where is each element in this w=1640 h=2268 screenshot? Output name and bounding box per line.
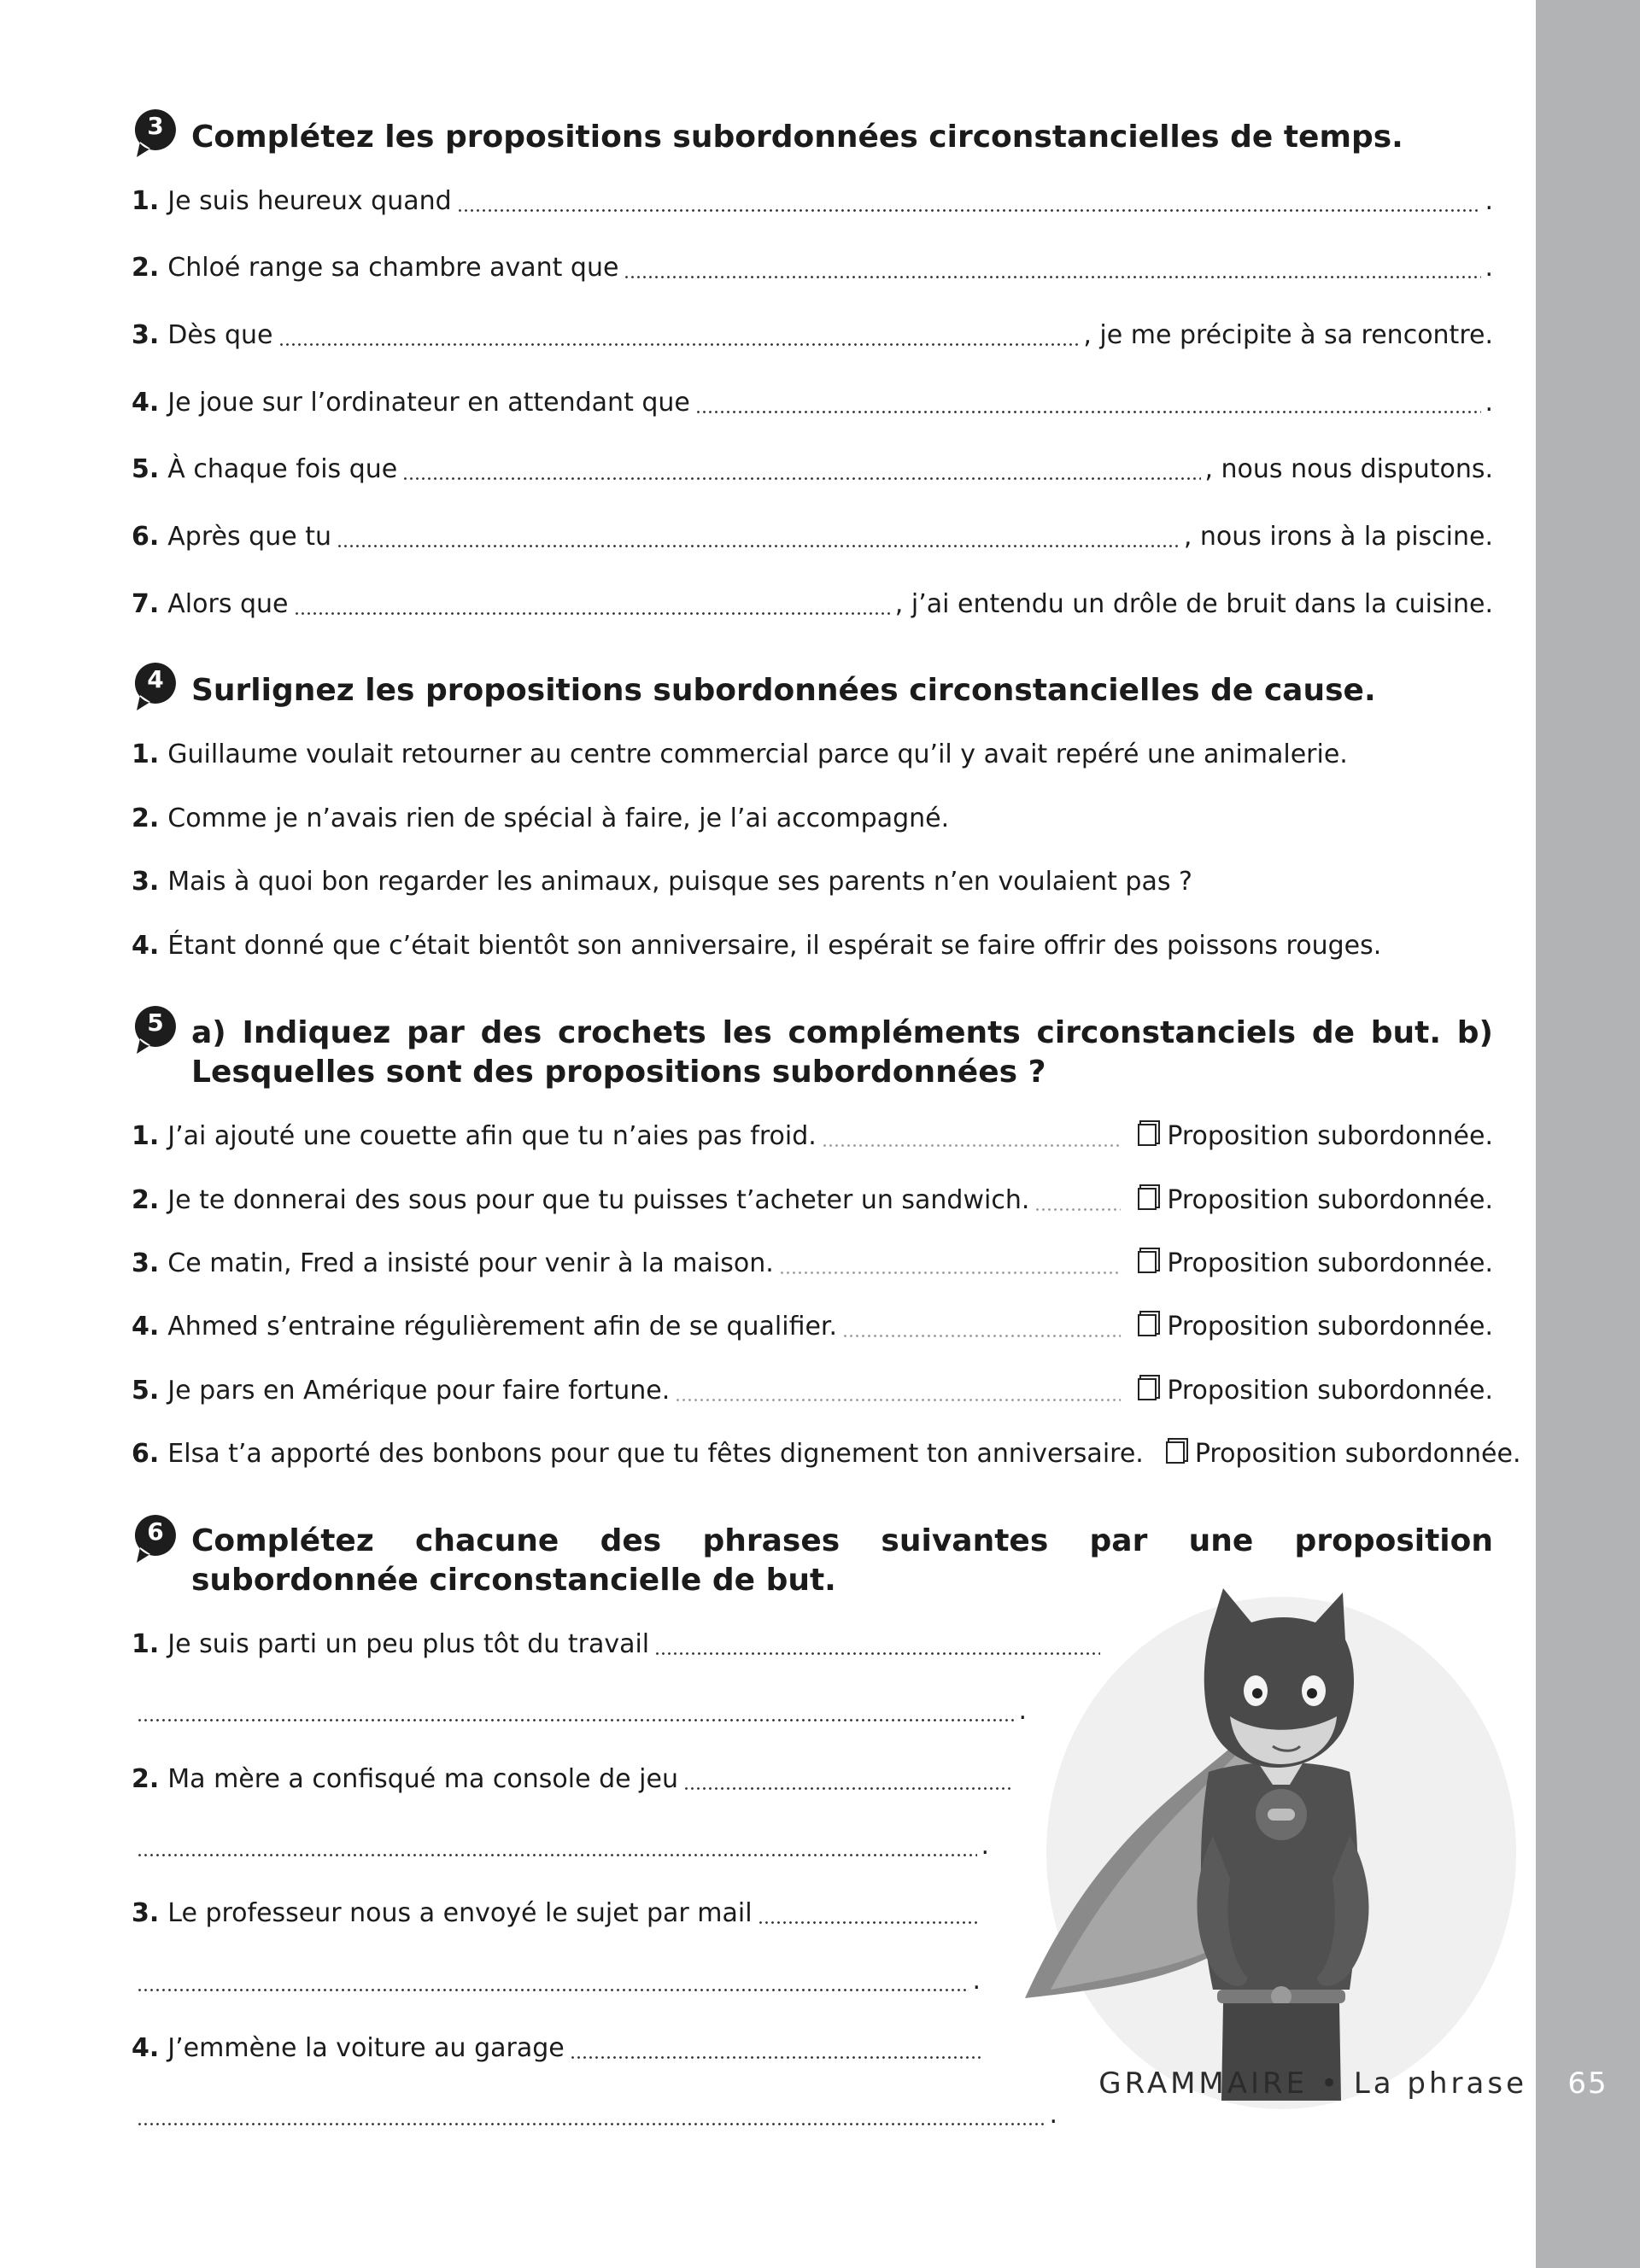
exercise-4-item[interactable]: 2. Comme je n’avais rien de spécial à faire, je l’ai accompagné.: [132, 804, 950, 833]
bracket-answer-blank[interactable]: [822, 1125, 1122, 1149]
subordinate-checkbox[interactable]: Proposition subordonnée.: [1166, 1437, 1521, 1471]
answer-blank[interactable]: [137, 1699, 1015, 1723]
subordinate-checkbox[interactable]: Proposition subordonnée.: [1138, 1310, 1493, 1344]
exercise-5-item[interactable]: 1. J’ai ajouté une couette afin que tu n’aies pas froid. Proposition subordonnée.: [132, 1119, 1493, 1154]
exercise-3-title: Complétez les propositions subordonnées circonstancielles de temps.: [191, 120, 1403, 155]
exercise-5-item[interactable]: 4. Ahmed s’entraine régulièrement afin de se qualifier. Proposition subordonnée.: [132, 1310, 1493, 1344]
answer-blank[interactable]: [137, 1834, 977, 1858]
exercise-4-title: Surlignez les propositions subordonnées circonstancielles de cause.: [191, 673, 1376, 708]
exercise-5-item[interactable]: 6. Elsa t’a apporté des bonbons pour que tu fêtes dignement ton anniversaire. Proposition subordonnée.: [132, 1437, 1493, 1471]
exercise-6-item[interactable]: 1. Je suis parti un peu plus tôt du travail: [132, 1628, 1104, 1662]
exercise-6-continuation[interactable]: .: [132, 1829, 989, 1863]
page-number: 65: [1567, 2066, 1608, 2101]
exercise-6-continuation[interactable]: .: [132, 1694, 1027, 1728]
exercise-6-continuation[interactable]: .: [132, 1964, 981, 1998]
answer-blank[interactable]: [137, 1969, 969, 1993]
answer-blank[interactable]: [402, 458, 1201, 482]
exercise-number-badge: 4: [133, 661, 178, 705]
answer-blank[interactable]: [758, 1902, 981, 1926]
checkbox-icon[interactable]: [1138, 1124, 1157, 1146]
exercise-3-item[interactable]: 7. Alors que , j’ai entendu un drôle de bruit dans la cuisine.: [132, 589, 1493, 619]
exercise-number-badge: 6: [133, 1513, 178, 1558]
exercise-3-item[interactable]: 1. Je suis heureux quand .: [132, 186, 1493, 216]
superhero-cat-mask-icon: [999, 1588, 1538, 2118]
exercise-6-item[interactable]: 3. Le professeur nous a envoyé le sujet par mail: [132, 1897, 984, 1931]
subordinate-checkbox[interactable]: Proposition subordonnée.: [1138, 1184, 1493, 1218]
exercise-number-badge: 5: [133, 1004, 178, 1049]
exercise-4-item[interactable]: 4. Étant donné que c’était bientôt son anniversaire, il espérait se faire offrir des poissons rouges.: [132, 931, 1382, 961]
checkbox-icon[interactable]: [1138, 1188, 1157, 1210]
exercise-6-item[interactable]: 4. J’emmène la voiture au garage: [132, 2031, 984, 2066]
exercise-3-item[interactable]: 6. Après que tu , nous irons à la piscine.: [132, 522, 1493, 552]
answer-blank[interactable]: [294, 593, 892, 617]
exercise-5-item[interactable]: 5. Je pars en Amérique pour faire fortune. Proposition subordonnée.: [132, 1374, 1493, 1408]
page-margin-band: [1536, 0, 1640, 2268]
exercise-3-item[interactable]: 2. Chloé range sa chambre avant que .: [132, 253, 1493, 283]
exercise-3-item[interactable]: 3. Dès que , je me précipite à sa rencontre.: [132, 320, 1493, 350]
checkbox-icon[interactable]: [1138, 1314, 1157, 1336]
bracket-answer-blank[interactable]: [842, 1315, 1121, 1339]
exercise-4-item[interactable]: 3. Mais à quoi bon regarder les animaux, puisque ses parents n’en voulaient pas ?: [132, 867, 1192, 897]
answer-blank[interactable]: [137, 2103, 1046, 2127]
exercise-5-title: a) Indiquez par des crochets les compléments circonstanciels de but. b) Lesquelles sont des propositions subordonnées ?: [191, 1015, 1493, 1090]
checkbox-icon[interactable]: [1166, 1441, 1185, 1464]
subordinate-checkbox[interactable]: Proposition subordonnée.: [1138, 1119, 1493, 1154]
bracket-answer-blank[interactable]: [1034, 1189, 1121, 1213]
exercise-6-item[interactable]: 2. Ma mère a confisqué ma console de jeu: [132, 1762, 1016, 1797]
checkbox-icon[interactable]: [1138, 1378, 1157, 1400]
running-footer: GRAMMAIRE • La phrase: [1098, 2066, 1527, 2101]
answer-blank[interactable]: [624, 256, 1481, 280]
answer-blank[interactable]: [457, 190, 1482, 213]
checkbox-icon[interactable]: [1138, 1251, 1157, 1273]
exercise-6-continuation[interactable]: .: [132, 2098, 1057, 2132]
exercise-6-title: Complétez chacune des phrases suivantes par une proposition subordonnée circonstancielle de but.: [191, 1523, 1493, 1598]
answer-blank[interactable]: [695, 391, 1482, 415]
exercise-3-item[interactable]: 5. À chaque fois que , nous nous disputons.: [132, 454, 1493, 484]
exercise-5-item[interactable]: 3. Ce matin, Fred a insisté pour venir à la maison. Proposition subordonnée.: [132, 1247, 1493, 1281]
answer-blank[interactable]: [683, 1768, 1013, 1792]
exercise-4-item[interactable]: 1. Guillaume voulait retourner au centre commercial parce qu’il y avait repéré une animalerie.: [132, 739, 1348, 769]
answer-blank[interactable]: [570, 2037, 981, 2060]
exercise-3-item[interactable]: 4. Je joue sur l’ordinateur en attendant que .: [132, 388, 1493, 418]
exercise-number-badge: 3: [133, 108, 178, 152]
exercise-5-item[interactable]: 2. Je te donnerai des sous pour que tu puisses t’acheter un sandwich. Proposition subordonnée.: [132, 1184, 1493, 1218]
answer-blank[interactable]: [337, 525, 1180, 549]
subordinate-checkbox[interactable]: Proposition subordonnée.: [1138, 1374, 1493, 1408]
subordinate-checkbox[interactable]: Proposition subordonnée.: [1138, 1247, 1493, 1281]
bracket-answer-blank[interactable]: [675, 1379, 1121, 1403]
answer-blank[interactable]: [278, 324, 1081, 348]
bracket-answer-blank[interactable]: [779, 1252, 1122, 1276]
